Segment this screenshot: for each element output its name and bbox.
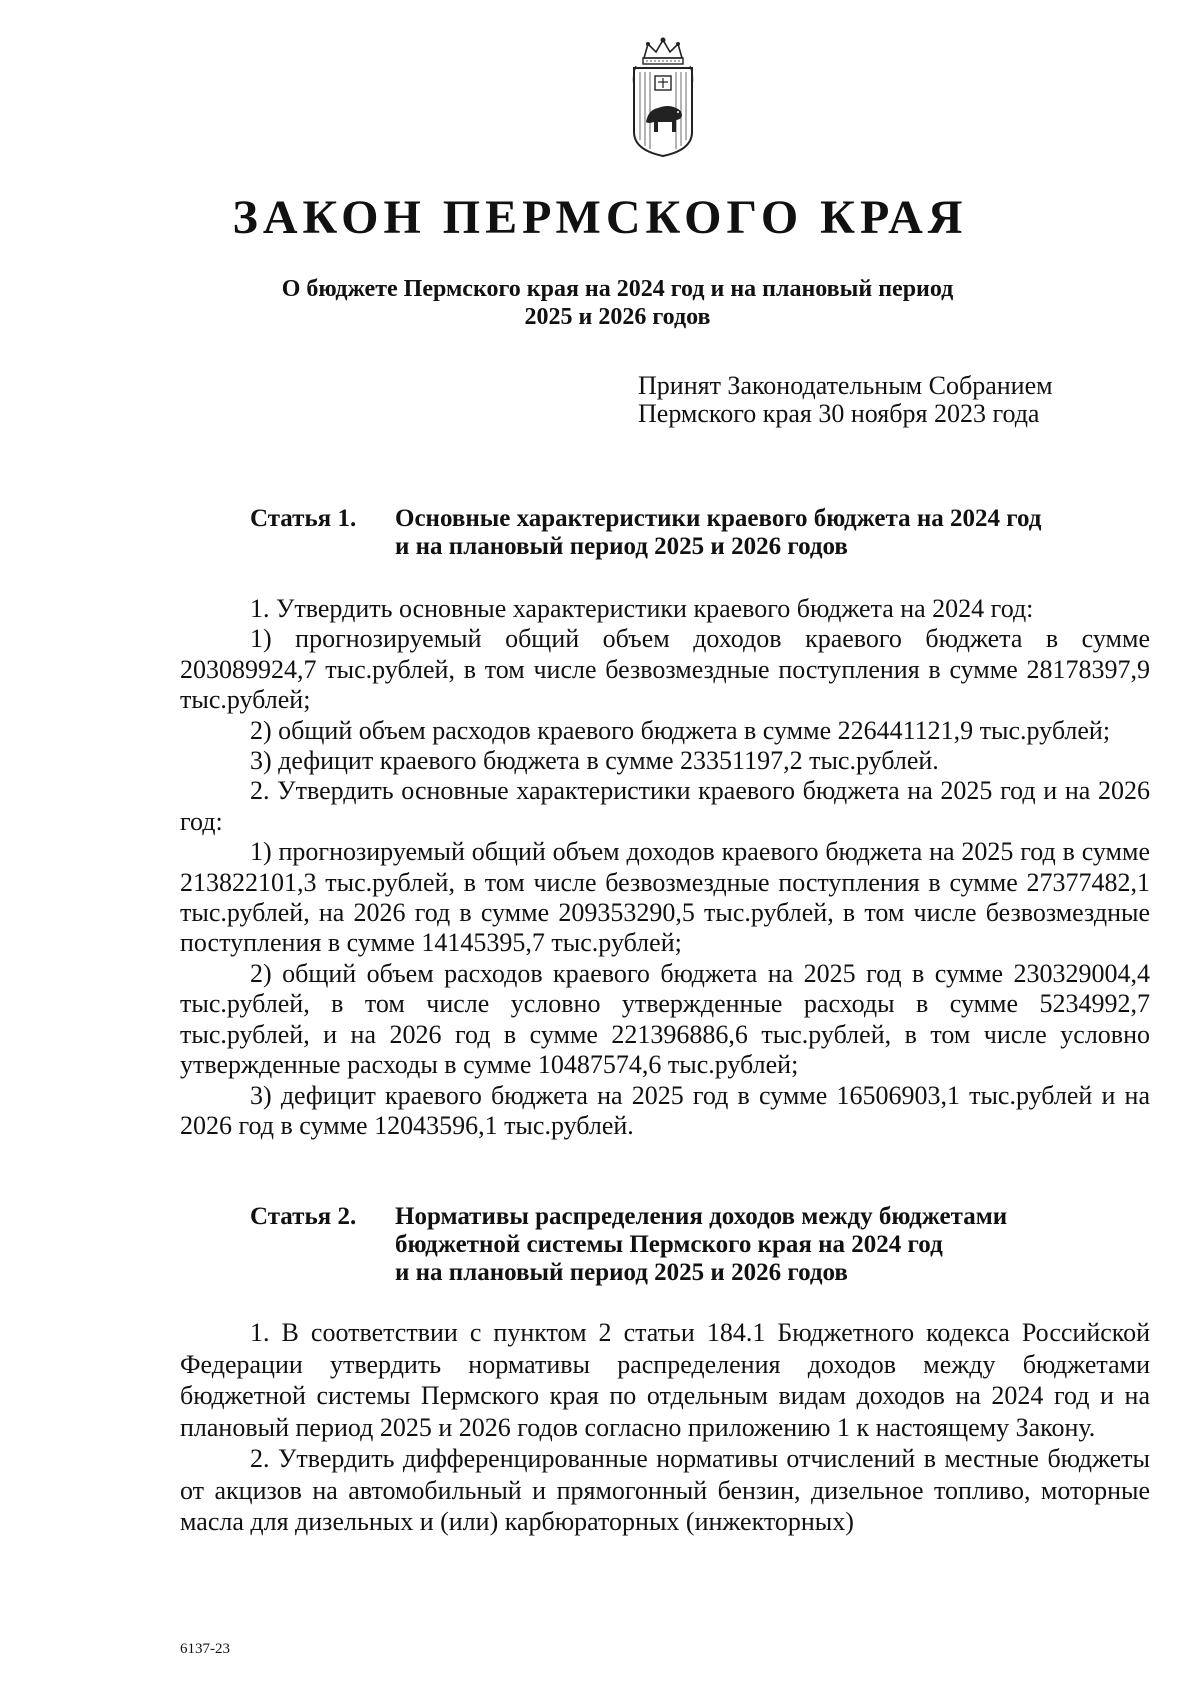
paragraph: 2) общий объем расходов краевого бюджета на 2025 год в сумме 230329004,4 тыс.рублей, в том числе условно утвержденные расходы в сумме 5234992,7 тыс.рублей, и на 2026 год в сумме 221396886,6 тыс.рублей, в том числе условно утвержденные расходы в сумме 10487574,6 тыс.рублей; — [180, 958, 1150, 1080]
document-title: ЗАКОН ПЕРМСКОГО КРАЯ — [232, 191, 968, 244]
paragraph: 2) общий объем расходов краевого бюджета в сумме 226441121,9 тыс.рублей; — [250, 715, 1111, 745]
article-1-heading — [250, 505, 1150, 561]
subtitle-line: 2025 и 2026 годов — [524, 304, 711, 330]
document-subtitle — [180, 275, 1055, 331]
article-title-line: Основные характеристики краевого бюджета на 2024 год — [395, 505, 1042, 532]
paragraph: 1) прогнозируемый общий объем доходов краевого бюджета на 2025 год в сумме 213822101,3 тыс.рублей, в том числе безвозмездные поступления в сумме 27377482,1 тыс.рублей, на 2026 год в сумме 209353290,5 тыс.рублей, в том числе безвозмездные поступления в сумме 14145395,7 тыс.рублей; — [180, 837, 1150, 958]
article-title-line: и на плановый период 2025 и 2026 годов — [395, 1259, 848, 1286]
paragraph: 3) дефицит краевого бюджета на 2025 год в сумме 16506903,1 тыс.рублей и на 2026 год в сумме 12043596,1 тыс.рублей. — [180, 1080, 1150, 1140]
paragraph: 2. Утвердить основные характеристики краевого бюджета на 2025 год и на 2026 год: — [180, 776, 1150, 836]
adoption-line: Пермского края 30 ноября 2023 года — [638, 399, 1040, 428]
paragraph: 1) прогнозируемый общий объем доходов краевого бюджета в сумме 203089924,7 тыс.рублей, в том числе безвозмездные поступления в сумме 28178397,9 тыс.рублей; — [180, 624, 1150, 715]
adoption-info — [638, 372, 1138, 428]
document-code: 6137-23 — [180, 1641, 230, 1657]
article-number: Статья 2. — [250, 1203, 357, 1230]
paragraph: 2. Утвердить дифференцированные нормативы отчислений в местные бюджеты от акцизов на автомобильный и прямогонный бензин, дизельное топливо, моторные масла для дизельных и (или) карбюраторных (инжекторных) — [180, 1444, 1150, 1536]
perm-krai-coat-of-arms-icon — [628, 36, 698, 158]
subtitle-line: О бюджете Пермского края на 2024 год и на плановый период — [281, 276, 954, 302]
article-2-body — [180, 1317, 1150, 1538]
article-title — [395, 505, 1150, 561]
adoption-line: Принят Законодательным Собранием — [638, 371, 1053, 400]
paragraph: 3) дефицит краевого бюджета в сумме 23351197,2 тыс.рублей. — [250, 746, 939, 776]
article-number: Статья 1. — [250, 505, 357, 532]
article-title-line: и на плановый период 2025 и 2026 годов — [395, 533, 848, 560]
article-title — [395, 1203, 1150, 1287]
article-title-line: Нормативы распределения доходов между бюджетами — [395, 1203, 1008, 1230]
paragraph: 1. Утвердить основные характеристики краевого бюджета на 2024 год: — [250, 594, 1034, 623]
article-1-body — [180, 594, 1150, 1141]
paragraph: 1. В соответствии с пунктом 2 статьи 184.1 Бюджетного кодекса Российской Федерации утвердить нормативы распределения доходов между бюджетами бюджетной системы Пермского края по отдельным видам доходов на 2024 год и на плановый период 2025 и 2026 годов согласно приложению 1 к настоящему Закону. — [180, 1318, 1150, 1442]
article-title-line: бюджетной системы Пермского края на 2024 год — [395, 1231, 943, 1258]
article-2-heading — [250, 1203, 1150, 1287]
